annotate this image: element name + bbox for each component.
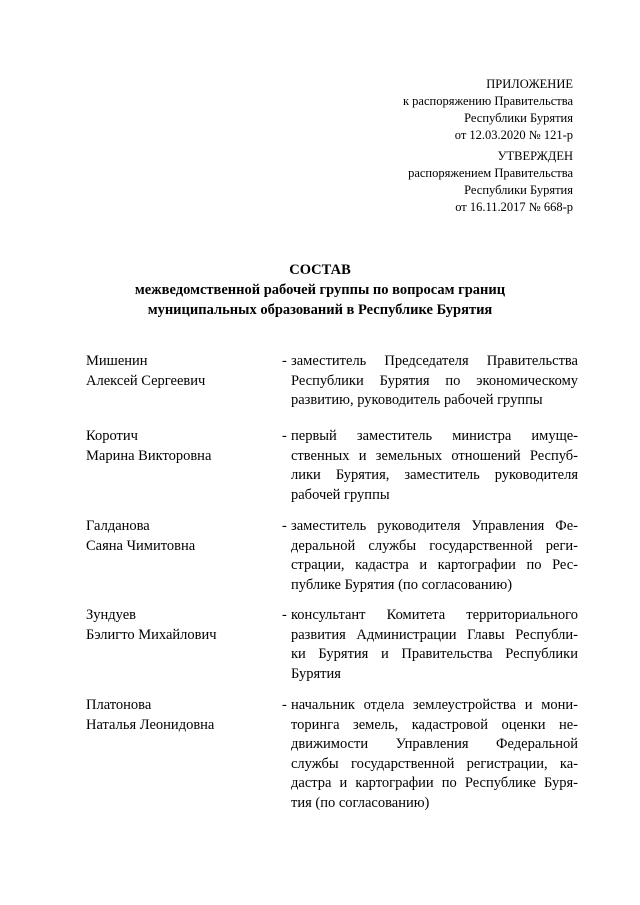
member-role bbox=[291, 517, 578, 595]
role-line: страции, кадастра и картографии по Рес- bbox=[291, 557, 578, 573]
approval-line: Республики Бурятия bbox=[464, 183, 573, 197]
title-line: межведомственной рабочей группы по вопросам границ bbox=[134, 282, 506, 298]
appendix-title: ПРИЛОЖЕНИЕ bbox=[486, 77, 573, 91]
role-line: торинга земель, кадастровой оценки не- bbox=[291, 716, 578, 733]
role-line: ки Бурятия и Правительства Республики bbox=[291, 646, 578, 662]
member-surname: Мишенин bbox=[86, 353, 148, 369]
role-line: развитию, руководитель рабочей группы bbox=[291, 392, 543, 408]
member-name bbox=[86, 696, 276, 735]
member-given-names: Марина Викторовна bbox=[86, 447, 212, 464]
role-line: тия (по согласованию) bbox=[291, 794, 430, 811]
document-title bbox=[0, 260, 640, 320]
member-dash: - bbox=[282, 697, 287, 713]
member-surname: Коротич bbox=[86, 428, 138, 444]
role-line: дастра и картографии по Республике Буря- bbox=[291, 775, 578, 791]
member-role bbox=[291, 606, 578, 684]
member-given-names: Бэлигто Михайлович bbox=[86, 626, 217, 643]
role-line: рабочей группы bbox=[291, 486, 390, 503]
role-line: первый заместитель министра имуще- bbox=[291, 428, 578, 444]
appendix-stamp bbox=[403, 76, 573, 144]
member-given-names: Алексей Сергеевич bbox=[86, 372, 206, 389]
member-given-names: Наталья Леонидовна bbox=[86, 716, 215, 733]
member-name bbox=[86, 517, 276, 556]
member-role bbox=[291, 352, 578, 411]
member-dash: - bbox=[282, 607, 287, 623]
role-line: Бурятия bbox=[291, 665, 341, 682]
member-surname: Галданова bbox=[86, 518, 150, 534]
member-name bbox=[86, 427, 276, 466]
role-line: заместитель руководителя Управления Фе- bbox=[291, 518, 578, 534]
title-line: муниципальных образований в Республике Бурятия bbox=[147, 302, 493, 318]
role-line: заместитель Председателя Правительства bbox=[291, 353, 578, 369]
role-line: движимости Управления Федеральной bbox=[291, 736, 578, 752]
approval-title: УТВЕРЖДЕН bbox=[497, 149, 573, 163]
appendix-line: к распоряжению Правительства bbox=[402, 94, 573, 108]
role-line: деральной службы государственной реги- bbox=[291, 537, 578, 554]
appendix-date-number: от 12.03.2020 № 121-р bbox=[454, 128, 573, 142]
member-surname: Платонова bbox=[86, 697, 152, 713]
appendix-line: Республики Бурятия bbox=[464, 111, 573, 125]
role-line: публике Бурятия (по согласованию) bbox=[291, 576, 513, 593]
role-line: лики Бурятия, заместитель руководителя bbox=[291, 467, 578, 483]
approval-line: распоряжением Правительства bbox=[408, 166, 573, 180]
member-surname: Зундуев bbox=[86, 607, 136, 623]
member-role bbox=[291, 696, 578, 813]
title-heading: СОСТАВ bbox=[289, 262, 351, 278]
member-given-names: Саяна Чимитовна bbox=[86, 537, 196, 554]
role-line: ственных и земельных отношений Респуб- bbox=[291, 447, 578, 464]
role-line: Республики Бурятия по экономическому bbox=[291, 372, 578, 389]
role-line: развития Администрации Главы Республи- bbox=[291, 626, 578, 643]
member-dash: - bbox=[282, 428, 287, 444]
member-name bbox=[86, 606, 276, 645]
approval-date-number: от 16.11.2017 № 668-р bbox=[455, 200, 573, 214]
role-line: консультант Комитета территориального bbox=[291, 607, 578, 623]
member-dash: - bbox=[282, 518, 287, 534]
approval-stamp bbox=[408, 148, 573, 216]
role-line: начальник отдела землеустройства и мони- bbox=[291, 697, 578, 713]
member-role bbox=[291, 427, 578, 505]
member-name bbox=[86, 352, 276, 391]
role-line: службы государственной регистрации, ка- bbox=[291, 755, 578, 772]
member-dash: - bbox=[282, 353, 287, 369]
